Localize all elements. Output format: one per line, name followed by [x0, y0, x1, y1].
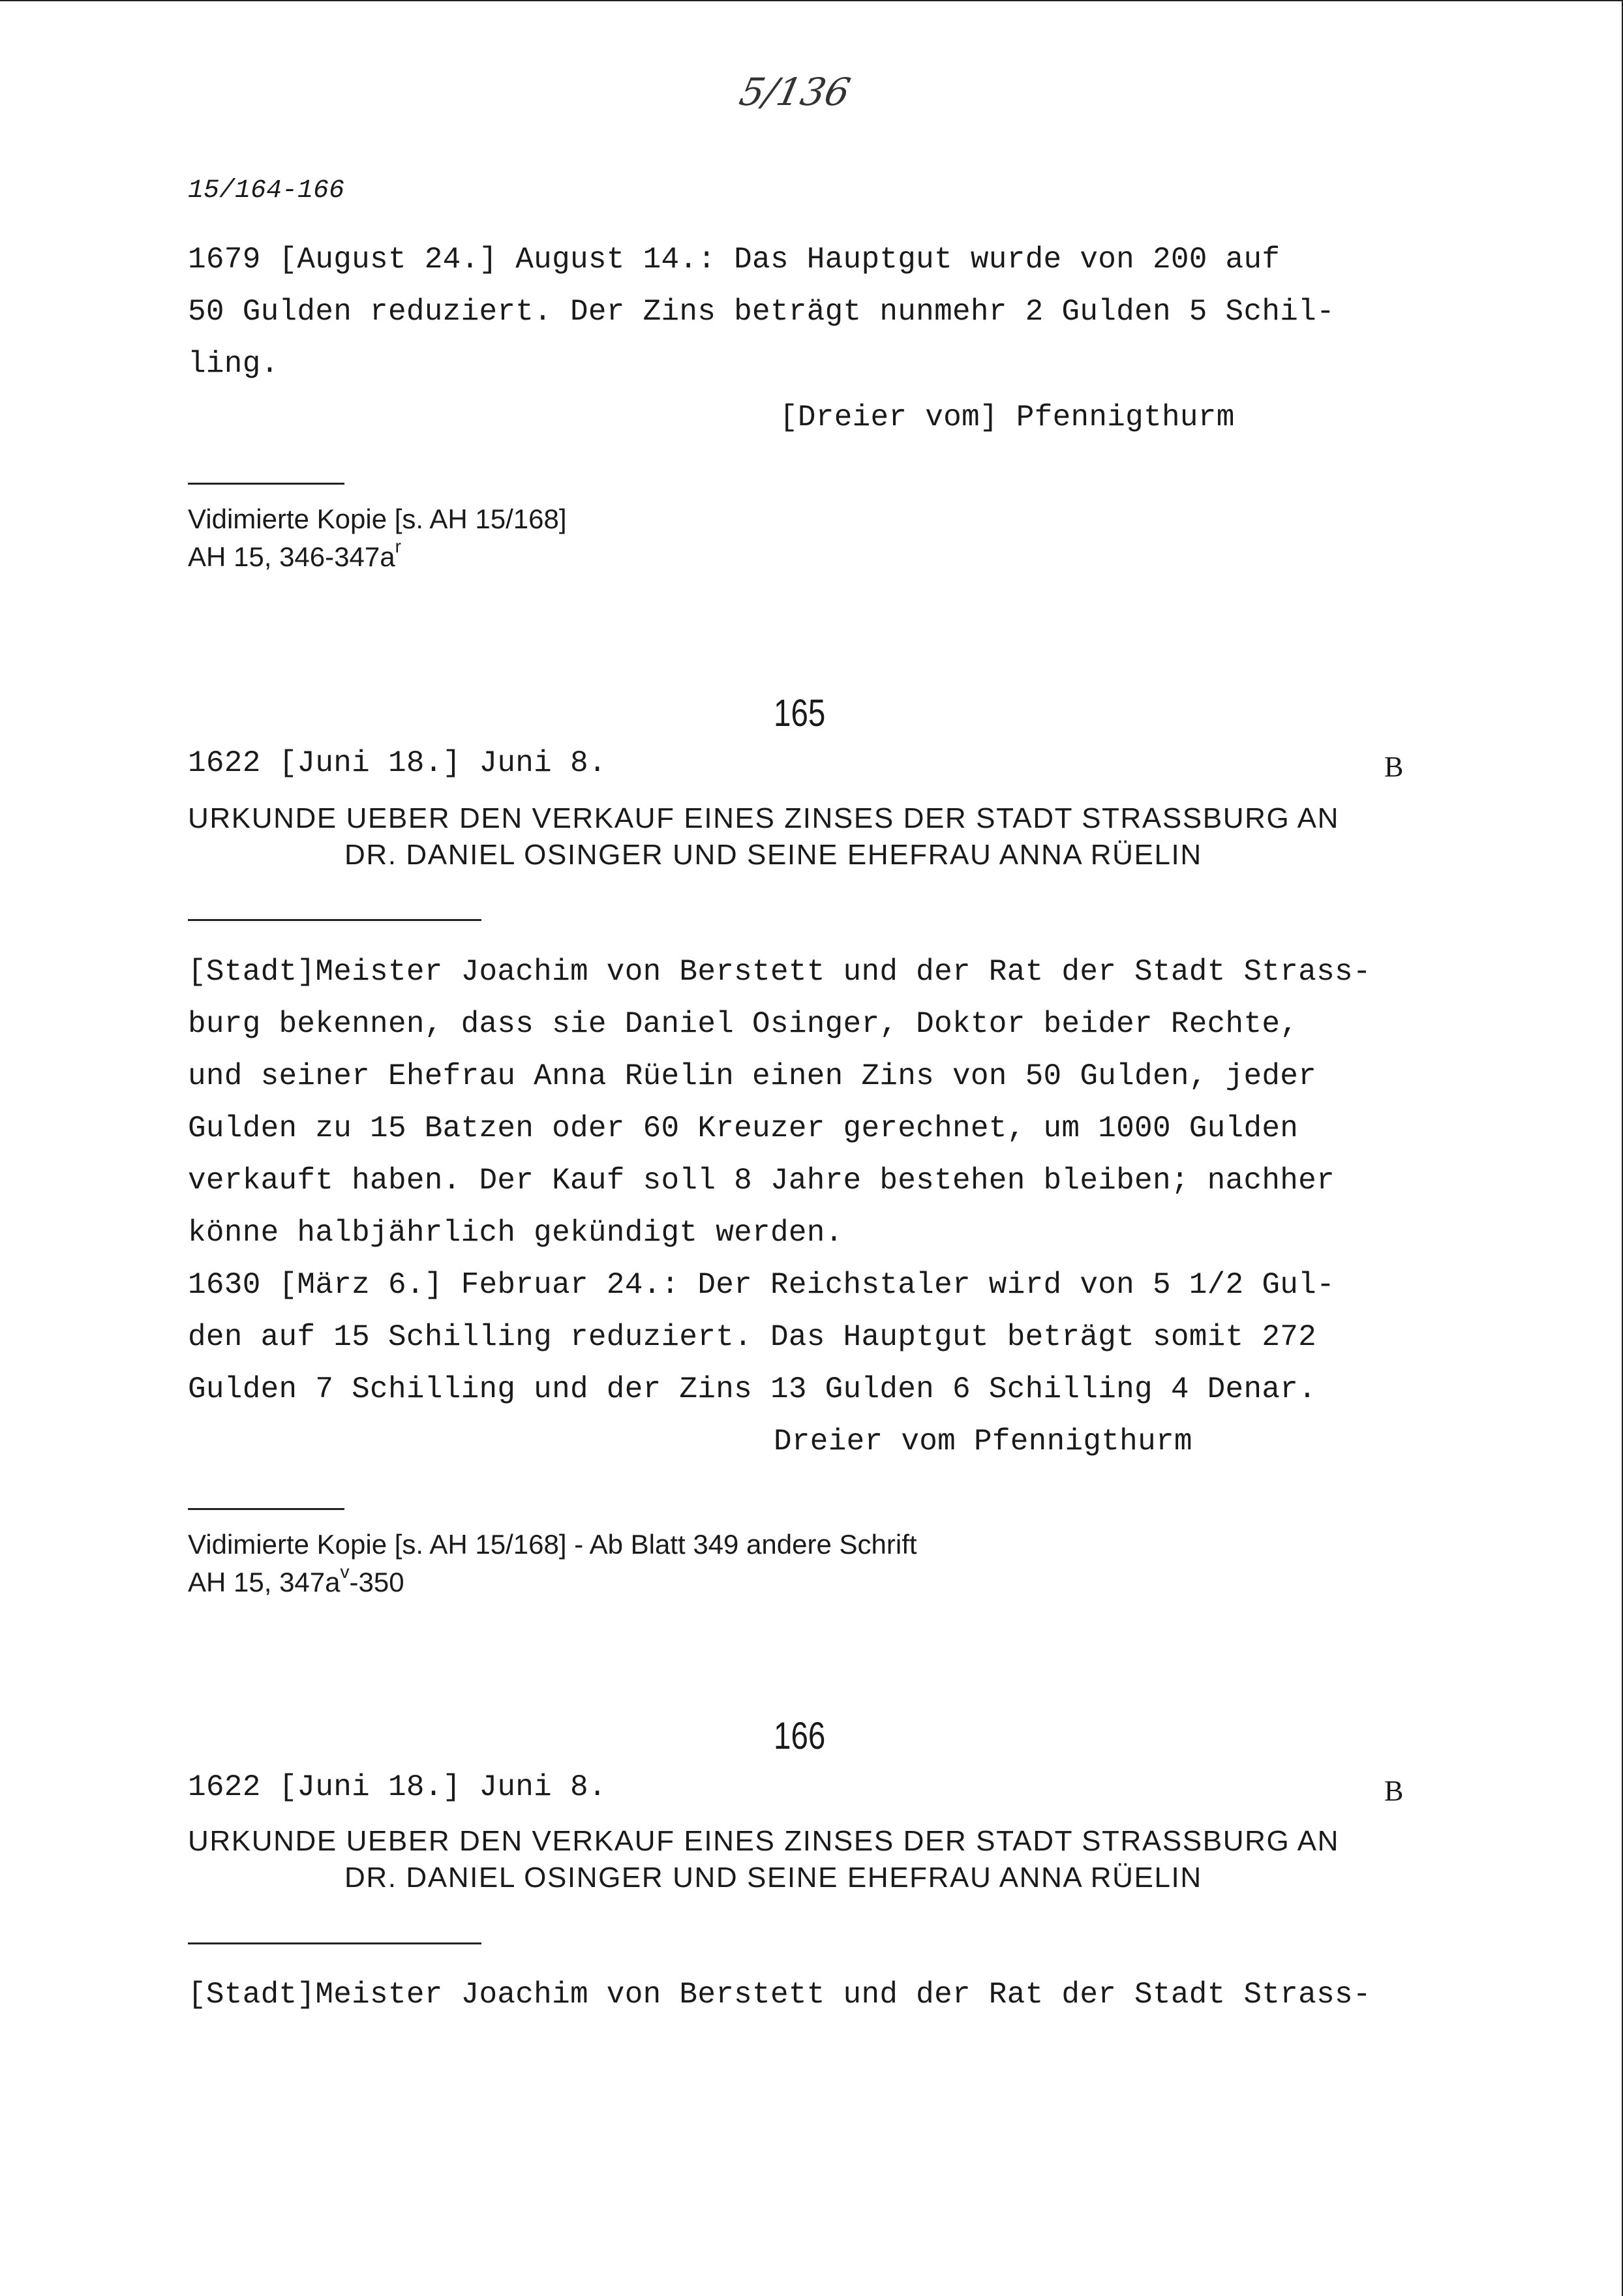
superscript: r — [395, 536, 401, 556]
source-note — [188, 536, 401, 573]
text-line: 1679 [August 24.] August 14.: Das Hauptgut wurde von 200 auf — [188, 243, 1281, 277]
footnote-rule — [188, 483, 344, 485]
text-line: 50 Gulden reduziert. Der Zins beträgt nunmehr 2 Gulden 5 Schil- — [188, 295, 1335, 329]
entry-date: 1622 [Juni 18.] Juni 8. — [188, 1770, 607, 1804]
text-line: Gulden zu 15 Batzen oder 60 Kreuzer gerechnet, um 1000 Gulden — [188, 1111, 1299, 1145]
source-note-text: -350 — [349, 1567, 404, 1597]
source-note: Vidimierte Kopie [s. AH 15/168] — [188, 504, 567, 534]
signature-line: [Dreier vom] Pfennigthurm — [780, 400, 1235, 434]
entry-mark: B — [1384, 1775, 1404, 1807]
section-rule — [188, 1942, 481, 1944]
source-note: Vidimierte Kopie [s. AH 15/168] - Ab Blatt 349 andere Schrift — [188, 1529, 917, 1560]
signature-line: Dreier vom Pfennigthurm — [774, 1425, 1192, 1458]
entry-title: DR. DANIEL OSINGER UND SEINE EHEFRAU ANNA RÜELIN — [344, 1862, 1202, 1894]
footnote-rule — [188, 1508, 344, 1510]
text-line: [Stadt]Meister Joachim von Berstett und der Rat der Stadt Strass- — [188, 955, 1371, 989]
source-note — [188, 1562, 404, 1598]
handwritten-page-stamp: 5/136 — [735, 70, 855, 114]
entry-title: URKUNDE UEBER DEN VERKAUF EINES ZINSES DER STADT STRASSBURG AN — [188, 1825, 1339, 1857]
text-line: den auf 15 Schilling reduziert. Das Hauptgut beträgt somit 272 — [188, 1320, 1317, 1354]
text-line: burg bekennen, dass sie Daniel Osinger, Doktor beider Rechte, — [188, 1007, 1299, 1041]
text-line: ling. — [188, 347, 279, 381]
entry-title: DR. DANIEL OSINGER UND SEINE EHEFRAU ANNA RÜELIN — [344, 839, 1202, 871]
entry-number: 166 — [774, 1715, 826, 1757]
text-line: 1630 [März 6.] Februar 24.: Der Reichstaler wird von 5 1/2 Gul- — [188, 1268, 1335, 1302]
text-line: Gulden 7 Schilling und der Zins 13 Gulden 6 Schilling 4 Denar. — [188, 1372, 1317, 1406]
entry-title: URKUNDE UEBER DEN VERKAUF EINES ZINSES DER STADT STRASSBURG AN — [188, 802, 1339, 834]
text-line: [Stadt]Meister Joachim von Berstett und der Rat der Stadt Strass- — [188, 1978, 1371, 2012]
text-line: könne halbjährlich gekündigt werden. — [188, 1216, 843, 1250]
entry-date: 1622 [Juni 18.] Juni 8. — [188, 746, 607, 780]
source-note-text: AH 15, 346-347a — [188, 541, 395, 572]
reference-label: 15/164-166 — [188, 176, 345, 205]
entry-number: 165 — [774, 692, 826, 734]
text-line: und seiner Ehefrau Anna Rüelin einen Zins von 50 Gulden, jeder — [188, 1059, 1317, 1093]
superscript: v — [340, 1562, 350, 1582]
source-note-text: AH 15, 347a — [188, 1567, 341, 1597]
text-line: verkauft haben. Der Kauf soll 8 Jahre bestehen bleiben; nachher — [188, 1164, 1335, 1198]
entry-mark: B — [1384, 751, 1404, 783]
section-rule — [188, 919, 481, 921]
